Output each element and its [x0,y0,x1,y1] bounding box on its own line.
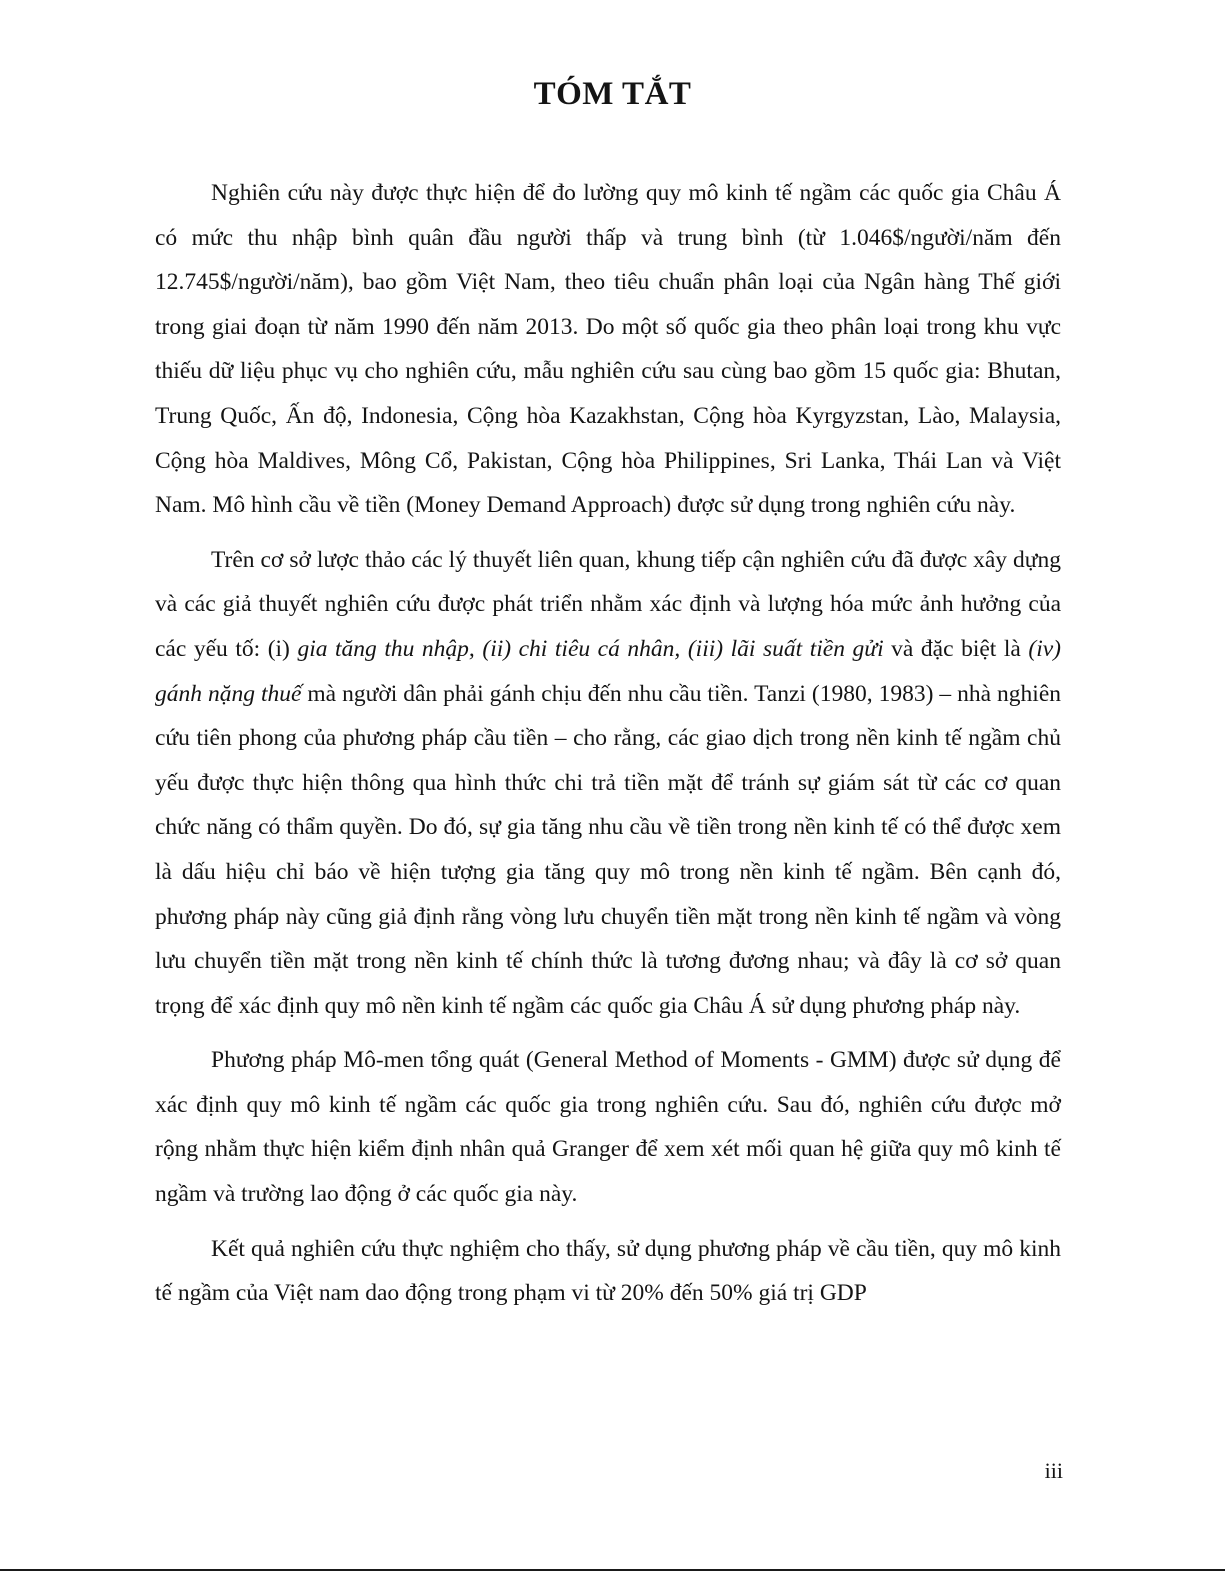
paragraph-2-text-c: và đặc biệt là [883,635,1029,662]
abstract-body [155,171,1061,1326]
page-number: iii [1044,1458,1063,1483]
bottom-divider [0,1569,1225,1571]
paragraph-2 [155,538,1061,1029]
paragraph-3: Phương pháp Mô-men tổng quát (General Method of Moments - GMM) được sử dụng để xác định quy mô kinh tế ngầm các quốc gia trong nghiên cứu. Sau đó, nghiên cứu được mở rộng nhằm thực hiện kiểm định nhân quả Granger để xem xét mối quan hệ giữa quy mô kinh tế ngầm và trường lao động ở các quốc gia này. [155,1047,1061,1208]
paragraph-1: Nghiên cứu này được thực hiện để đo lường quy mô kinh tế ngầm các quốc gia Châu Á có mức thu nhập bình quân đầu người thấp và trung bình (từ 1.046$/người/năm đến 12.745$/người/năm), bao gồm Việt Nam, theo tiêu chuẩn phân loại của Ngân hàng Thế giới trong giai đoạn từ năm 1990 đến năm 2013. Do một số quốc gia theo phân loại trong khu vực thiếu dữ liệu phục vụ cho nghiên cứu, mẫu nghiên cứu sau cùng bao gồm 15 quốc gia: Bhutan, Trung Quốc, Ấn độ, Indonesia, Cộng hòa Kazakhstan, Cộng hòa Kyrgyzstan, Lào, Malaysia, Cộng hòa Maldives, Mông Cổ, Pakistan, Cộng hòa Philippines, Sri Lanka, Thái Lan và Việt Nam. Mô hình cầu về tiền (Money Demand Approach) được sử dụng trong nghiên cứu này. [155,180,1061,519]
paragraph-2-text-e: mà người dân phải gánh chịu đến nhu cầu tiền. Tanzi (1980, 1983) – nhà nghiên cứu tiên phong của phương pháp cầu tiền – cho rằng, các giao dịch trong nền kinh tế ngầm chủ yếu được thực hiện thông qua hình thức chi trả tiền mặt để tránh sự giám sát từ các cơ quan chức năng có thẩm quyền. Do đó, sự gia tăng nhu cầu về tiền trong nền kinh tế có thể được xem là dấu hiệu chỉ báo về hiện tượng gia tăng quy mô trong nền kinh tế ngầm. Bên cạnh đó, phương pháp này cũng giả định rằng vòng lưu chuyển tiền mặt trong nền kinh tế ngầm và vòng lưu chuyển tiền mặt trong nền kinh tế chính thức là tương đương nhau; và đây là cơ sở quan trọng để xác định quy mô nền kinh tế ngầm các quốc gia Châu Á sử dụng phương pháp này. [155,680,1061,1019]
page-title: TÓM TẮT [533,76,692,112]
paragraph-2-text-a: Trên cơ sở lược thảo các lý thuyết liên quan, khung tiếp cận nghiên cứu đã được xây dựng và các giả thuyết nghiên cứu được phát triển nhằm xác định và lượng hóa mức ảnh hưởng của các yếu tố: (i) [155,546,1061,662]
paragraph-2-italic-tax: (iv) gánh nặng thuế [155,635,1062,707]
paragraph-4: Kết quả nghiên cứu thực nghiệm cho thấy, sử dụng phương pháp về cầu tiền, quy mô kinh tế ngầm của Việt nam dao động trong phạm vi từ 20% đến 50% giá trị GDP [155,1235,1061,1307]
paragraph-2-italic-factors: gia tăng thu nhập, (ii) chi tiêu cá nhân, (iii) lãi suất tiền gửi [297,635,884,662]
